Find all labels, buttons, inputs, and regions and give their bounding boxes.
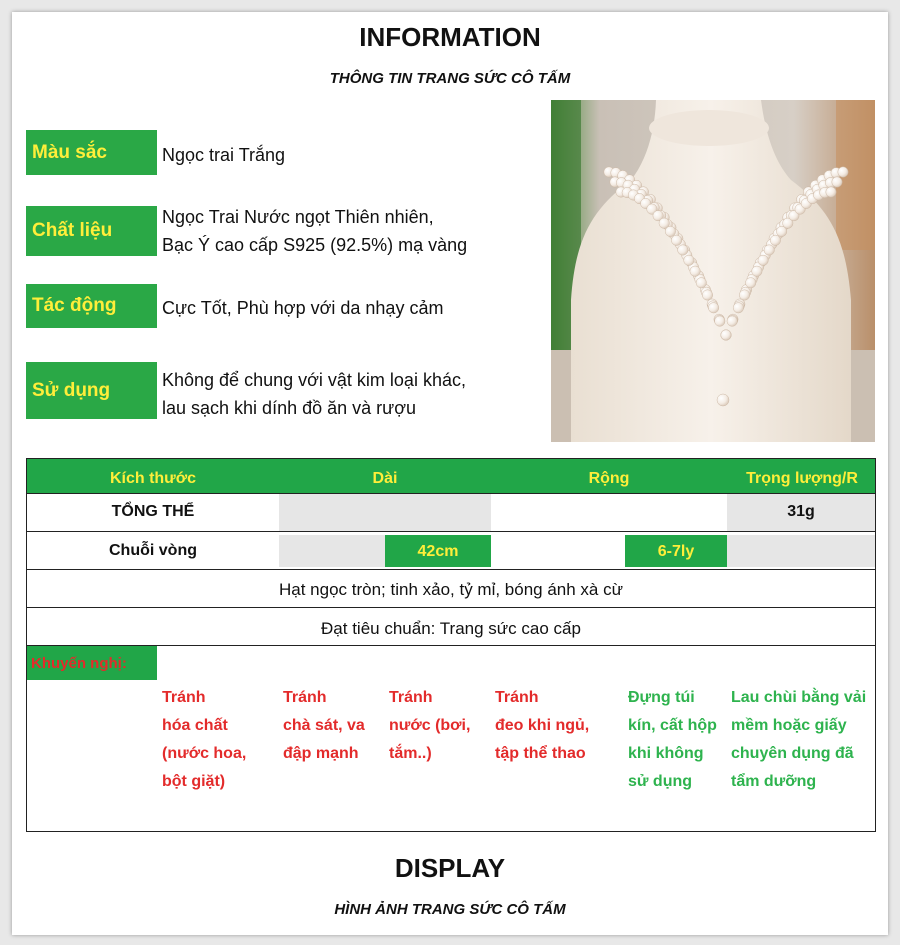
overall-length-cell [279,494,491,531]
strand-width: 6-7ly [625,535,727,567]
pearl-quality-note: Hạt ngọc tròn; tinh xảo, tỷ mỉ, bóng ánh xà cừ [26,570,876,608]
recommend-item-6: Lau chùi bằng vải mềm hoặc giấy chuyên dụng đã tẩm dưỡng [731,689,867,790]
material-value-2: Bạc Ý cao cấp S925 (92.5%) mạ vàng [162,235,468,255]
effect-label: Tác động [26,284,157,328]
col-size: Kích thước [109,470,197,487]
effect-value: Cực Tốt, Phù hợp với da nhạy cảm [162,298,444,318]
standard-note: Đạt tiêu chuẩn: Trang sức cao cấp [26,608,876,646]
strand-gray-2 [727,535,875,567]
col-width: Rộng [588,470,630,487]
table-row [26,532,876,570]
col-weight: Trọng lượng/R [746,470,858,487]
material-label: Chất liệu [26,206,157,256]
usage-value-1: Không để chung với vật kim loại khác, [162,370,466,390]
recommend-item-3: Tránh nước (bơi, tắm..) [389,689,471,762]
page-subtitle: THÔNG TIN TRANG SỨC CÔ TẤM [329,70,571,87]
usage-label: Sử dụng [26,362,157,419]
col-length: Dài [372,470,398,487]
table-row [26,494,876,532]
recommend-item-1: Tránh hóa chất (nước hoa, bột giặt) [162,689,247,790]
recommend-item-2: Tránh chà sát, va đập mạnh [283,689,365,762]
strand-gray-1 [279,535,385,567]
recommend-box [26,646,876,832]
color-value: Ngọc trai Trắng [162,145,286,165]
color-label: Màu sắc [26,130,157,175]
strand-length: 42cm [385,535,491,567]
display-title: DISPLAY [394,853,506,883]
usage-value-2: lau sạch khi dính đồ ăn và rượu [162,398,417,418]
row-label-strand: Chuỗi vòng [109,542,197,559]
material-value-1: Ngọc Trai Nước ngọt Thiên nhiên, [162,207,434,227]
row-label-overall: TỔNG THỂ [111,503,195,520]
overall-weight: 31g [787,503,815,520]
recommend-item-4: Tránh đeo khi ngủ, tập thể thao [495,689,590,762]
size-table-header [26,458,876,494]
pearl-necklace-illustration [551,100,875,442]
page-title: INFORMATION [359,22,541,52]
recommend-label: Khuyến nghị: [27,646,157,680]
product-photo [551,100,875,442]
display-subtitle: HÌNH ẢNH TRANG SỨC CÔ TẤM [334,901,566,918]
recommend-item-5: Đựng túi kín, cất hộp khi không sử dụng [628,689,717,790]
